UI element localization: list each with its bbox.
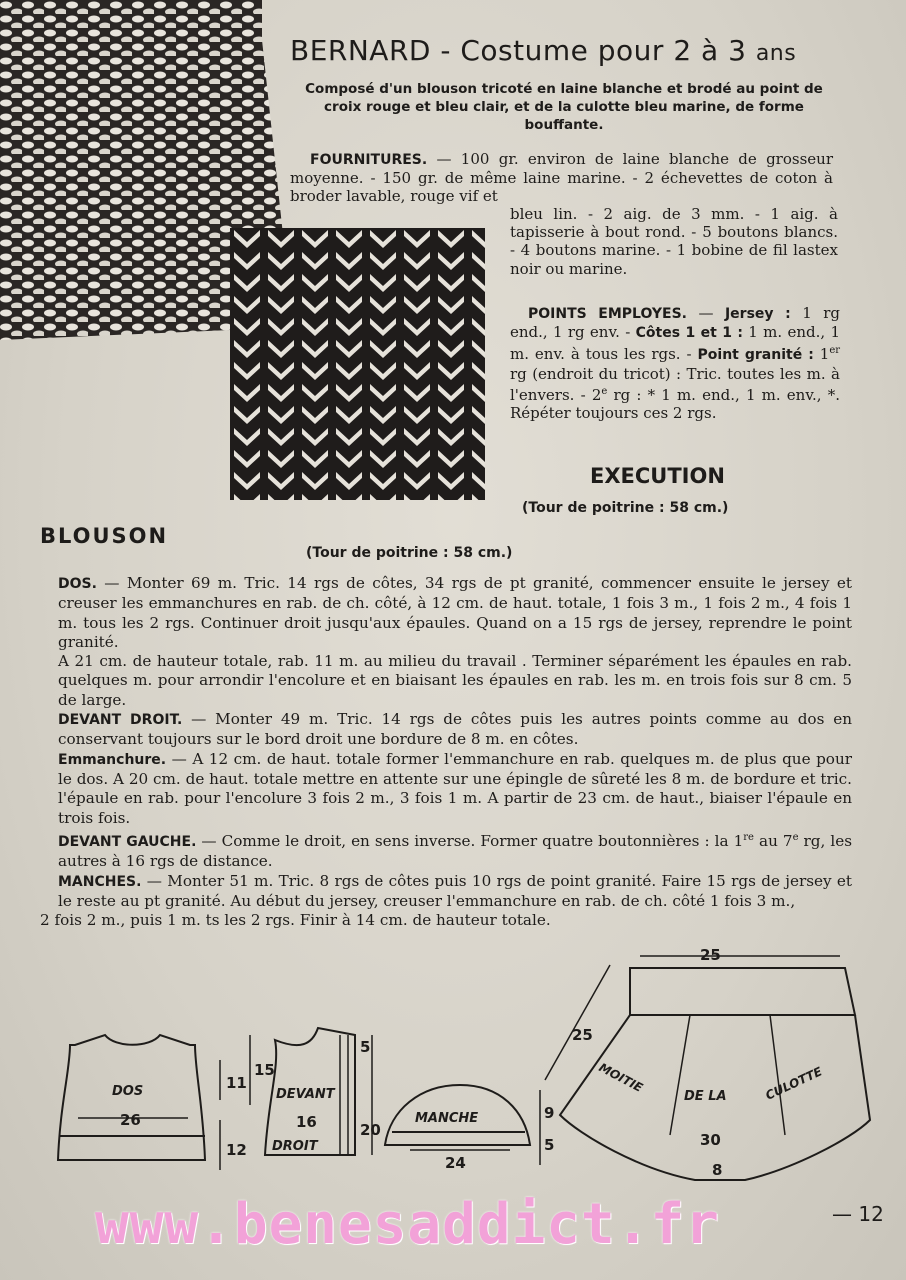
devant-height-3-label: 20 bbox=[360, 1121, 381, 1139]
manche-width-label: 24 bbox=[445, 1154, 466, 1172]
manche-height-1-label: 9 bbox=[544, 1104, 555, 1122]
dos-paragraph-2: A 21 cm. de hauteur totale, rab. 11 m. au milieu du travail . Terminer séparément les épaules en rab. quelques m. pour arrondir l'encolure et en biaisant les épaules en rab. les m. en trois fois sur 8 cm. 5 de large. bbox=[58, 652, 852, 709]
emmanchure-paragraph: Emmanchure. — A 12 cm. de haut. totale former l'emmanchure en rab. quelques m. de plus que pour le dos. A 20 cm. de haut. totale mettre en attente sur une épingle de sûreté les 8 m. de bordure et tric. l'épaule en rab. pour l'encolure 3 fois 2 m., 3 fois 1 m. A partir de 23 cm. de haut., biaiser l'épaule en trois fois. bbox=[58, 749, 852, 827]
culotte-bottom-label: 8 bbox=[712, 1161, 723, 1179]
manches-paragraph-2: 2 fois 2 m., puis 1 m. ts les 2 rgs. Finir à 14 cm. de hauteur totale. bbox=[40, 911, 551, 930]
page-number: — 12 bbox=[832, 1202, 884, 1226]
website-watermark: www.benesaddict.fr bbox=[95, 1192, 720, 1257]
dos-width-label: 26 bbox=[120, 1111, 141, 1129]
fournitures-continued: bleu lin. - 2 aig. de 3 mm. - 1 aig. à tapisserie à bout rond. - 5 boutons blancs. - 4 boutons marine. - 1 bobine de fil lastex noir ou marine. bbox=[510, 205, 838, 278]
culotte-label-2: DE LA bbox=[684, 1089, 727, 1104]
dos-paragraph: DOS. — Monter 69 m. Tric. 14 rgs de côtes, 34 rgs de pt granité, commencer ensuite le jersey et creuser les emmanchures en rab. de ch. côté, à 12 cm. de haut. totale, 1 fois 3 m., 1 fois 2 m., 4 fois 1 m. tous les 2 rgs. Continuer droit jusqu'aux épaules. Quand on a 15 rgs de jersey, reprendre le point granité. bbox=[58, 574, 852, 651]
knit-swatch-photo-ribbing bbox=[230, 228, 485, 500]
culotte-height-label: 30 bbox=[700, 1131, 721, 1149]
devant-height-1-label: 15 bbox=[254, 1061, 275, 1079]
culotte-label-3: CULOTTE bbox=[763, 1064, 825, 1103]
execution-subtitle: (Tour de poitrine : 58 cm.) bbox=[522, 500, 729, 516]
manche-diagram bbox=[385, 1085, 554, 1172]
page-title: BERNARD - Costume pour 2 à 3 ans bbox=[290, 34, 797, 67]
blouson-subtitle: (Tour de poitrine : 58 cm.) bbox=[306, 545, 513, 561]
devant-gauche-paragraph: DEVANT GAUCHE. — Comme le droit, en sens inverse. Former quatre boutonnières : la 1re au 7e rg, les autres à 16 rgs de distance. bbox=[58, 831, 853, 871]
manche-label: MANCHE bbox=[415, 1111, 479, 1126]
dos-diagram bbox=[58, 1035, 247, 1170]
devant-height-2-label: 5 bbox=[360, 1038, 371, 1056]
intro-text: Composé d'un blouson tricoté en laine blanche et brodé au point de croix rouge et bleu clair, et de la culotte bleu marine, de forme bouffante. bbox=[305, 81, 823, 133]
culotte-diagram bbox=[545, 946, 870, 1180]
dos-label: DOS bbox=[112, 1084, 144, 1099]
dos-height-1-label: 11 bbox=[226, 1074, 247, 1092]
devant-droit-paragraph: DEVANT DROIT. — Monter 49 m. Tric. 14 rgs de côtes puis les autres points comme au dos en conservant toujours sur le bord droit une bordure de 8 m. en côtes. bbox=[58, 710, 852, 749]
dos-height-2-label: 12 bbox=[226, 1141, 247, 1159]
devant-droit-diagram bbox=[250, 1028, 381, 1155]
manche-height-2-label: 5 bbox=[544, 1136, 555, 1154]
culotte-top-label: 25 bbox=[700, 946, 721, 964]
devant-width-label: 16 bbox=[296, 1113, 317, 1131]
blouson-instructions bbox=[40, 574, 852, 930]
manches-paragraph: MANCHES. — Monter 51 m. Tric. 8 rgs de côtes puis 10 rgs de point granité. Faire 15 rgs de jersey et le reste au pt granité. Au début du jersey, creuser l'emmanchure en rab. de ch. côté 1 fois 3 m., bbox=[58, 871, 852, 910]
blouson-heading: BLOUSON bbox=[40, 524, 169, 548]
execution-heading: EXECUTION bbox=[590, 464, 725, 488]
fournitures-paragraph: FOURNITURES. — 100 gr. environ de laine blanche de grosseur moyenne. - 150 gr. de même laine marine. - 2 échevettes de coton à broder lavable, rouge vif et bbox=[290, 150, 833, 206]
devant-label-2: DROIT bbox=[272, 1139, 318, 1154]
culotte-side-label: 25 bbox=[572, 1026, 593, 1044]
culotte-label-1: MOITIE bbox=[596, 1060, 646, 1095]
pattern-diagrams bbox=[0, 940, 906, 1190]
devant-label-1: DEVANT bbox=[276, 1087, 335, 1102]
points-employes-paragraph: POINTS EMPLOYES. — Jersey : 1 rg end., 1 rg env. - Côtes 1 et 1 : 1 m. end., 1 m. env. à tous les rgs. - Point granité : 1er rg (endroit du tricot) : Tric. toutes les m. à l'envers. - 2e rg : * 1 m. end., 1 m. env., *. Répéter toujours ces 2 rgs. bbox=[510, 304, 841, 423]
